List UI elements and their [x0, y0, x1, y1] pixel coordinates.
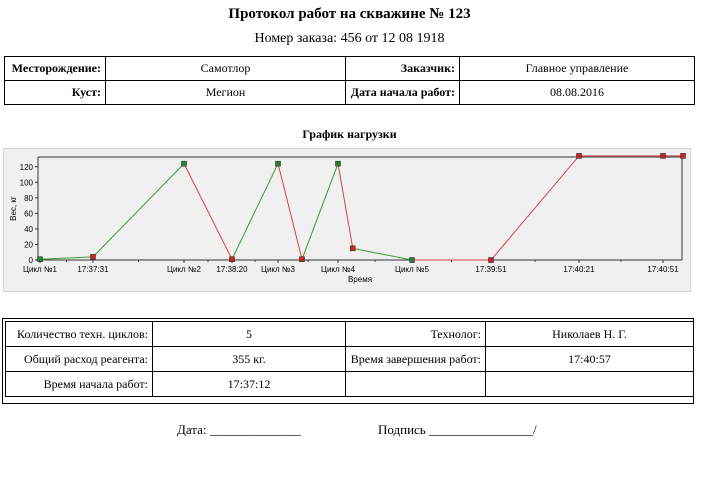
table-row — [6, 322, 694, 347]
y-tick-label: 0 — [28, 256, 33, 265]
data-point — [276, 161, 281, 166]
data-point — [410, 258, 415, 263]
y-tick-label: 80 — [24, 193, 33, 203]
y-tick-label: 120 — [19, 162, 33, 172]
order-number-line: Номер заказа: 456 от 12 08 1918 — [254, 31, 445, 46]
start-time-label: Время начала работ: — [6, 372, 153, 397]
signature-field: Подпись ________________/ — [378, 422, 537, 437]
x-tick-label: 17:40:51 — [647, 265, 679, 274]
data-point — [38, 257, 43, 262]
table-row — [5, 81, 695, 105]
load-chart — [3, 148, 691, 292]
load-chart-svg — [4, 149, 690, 291]
field-label: Месторождение: — [5, 57, 106, 81]
customer-label: Заказчик: — [346, 57, 460, 81]
y-tick-label: 40 — [24, 224, 33, 234]
empty-cell — [486, 372, 694, 397]
reagent-value: 355 кг. — [153, 347, 346, 372]
x-tick-label: Цикл №4 — [321, 265, 355, 274]
y-tick-label: 20 — [24, 240, 33, 250]
x-tick-label: 17:39:51 — [475, 265, 507, 274]
reagent-label: Общий расход реагента: — [6, 347, 153, 372]
data-point — [300, 257, 305, 262]
x-tick-label: Цикл №3 — [261, 265, 295, 274]
document-title: Протокол работ на скважине № 123 — [228, 6, 471, 22]
y-axis-label: Вес, кг — [9, 196, 18, 221]
data-point — [182, 161, 187, 166]
summary-table — [5, 321, 694, 397]
data-point — [681, 153, 686, 158]
end-time-label: Время завершения работ: — [346, 347, 486, 372]
data-point — [489, 258, 494, 263]
x-tick-label: Цикл №1 — [23, 265, 57, 274]
start-time-value: 17:37:12 — [153, 372, 346, 397]
x-tick-label: Цикл №2 — [167, 265, 201, 274]
x-tick-label: Цикл №5 — [395, 265, 429, 274]
technologist-value: Николаев Н. Г. — [486, 322, 694, 347]
data-point — [336, 161, 341, 166]
table-row — [6, 372, 694, 397]
data-point — [230, 257, 235, 262]
end-time-value: 17:40:57 — [486, 347, 694, 372]
y-tick-label: 100 — [19, 178, 33, 188]
x-axis-label: Время — [347, 275, 373, 284]
start-date-label: Дата начала работ: — [346, 81, 460, 105]
table-row — [5, 57, 695, 81]
cycles-value: 5 — [153, 322, 346, 347]
table-row — [6, 347, 694, 372]
x-tick-label: 17:40:21 — [563, 265, 595, 274]
data-point — [350, 246, 355, 251]
y-tick-label: 60 — [24, 209, 33, 219]
data-point — [577, 153, 582, 158]
data-point — [661, 153, 666, 158]
cluster-value: Мегион — [106, 81, 346, 105]
x-tick-label: 17:37:31 — [77, 265, 109, 274]
empty-cell — [346, 372, 486, 397]
start-date-value: 08.08.2016 — [460, 81, 695, 105]
customer-value: Главное управление — [460, 57, 695, 81]
x-tick-label: 17:38:20 — [216, 265, 248, 274]
data-point — [91, 254, 96, 259]
plot-area — [38, 157, 682, 260]
field-value: Самотлор — [106, 57, 346, 81]
technologist-label: Технолог: — [346, 322, 486, 347]
cycles-label: Количество техн. циклов: — [6, 322, 153, 347]
date-field: Дата: ______________ — [177, 422, 301, 437]
cluster-label: Куст: — [5, 81, 106, 105]
chart-title: График нагрузки — [302, 127, 397, 141]
well-info-table — [4, 56, 695, 105]
